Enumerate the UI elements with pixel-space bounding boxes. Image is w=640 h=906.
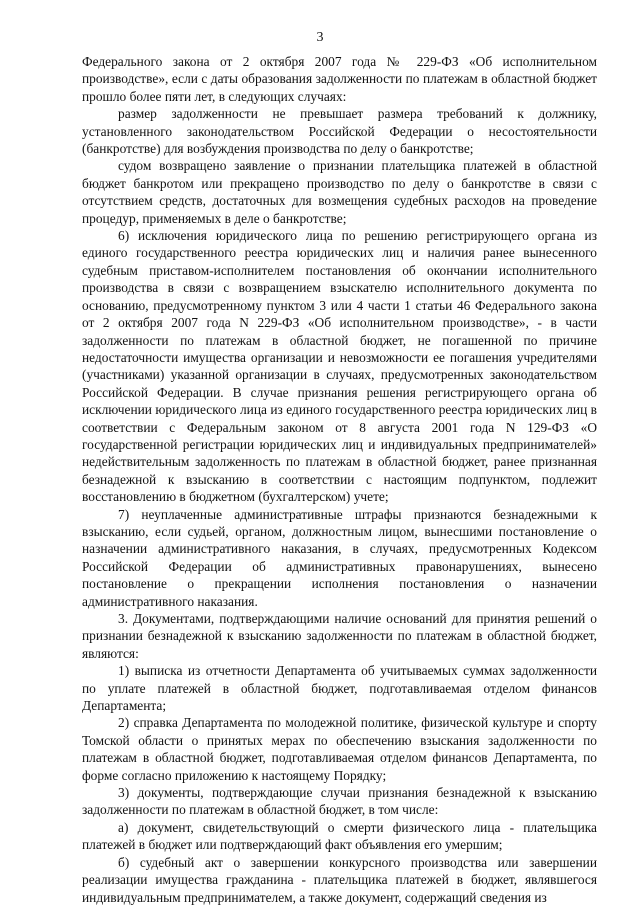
paragraph-doc-3: 3) документы, подтверждающие случаи признания безнадежной к взысканию задолженности по платежам в областной бюджет, в том числе:	[82, 785, 597, 818]
paragraph-doc-3a: а) документ, свидетельствующий о смерти физического лица - плательщика платежей в бюджет или подтверждающий факт объявления его умершим;	[82, 819, 597, 853]
paragraph-section-3: 3. Документами, подтверждающими наличие оснований для принятия решений о признании безнадежной к взысканию задолженности по платежам в областной бюджет, являются:	[82, 611, 597, 661]
paragraph-debt-size: размер задолженности не превышает размера требований к должнику, установленного законодательством Российской Федерации о несостоятельности (банкротстве) для возбуждения производства по делу о банкротстве;	[82, 106, 597, 157]
paragraph-item-7: 7) неуплаченные административные штрафы признаются безнадежными к взысканию, если судьей, органом, должностным лицом, вынесшими постановление о назначении административного наказания, в случаях, предусмотренных Кодексом Российской Федерации об административных правонарушениях, вынесено постановление о прекращении исполнения постановления о назначении административного наказания.	[82, 506, 597, 609]
paragraph-continuation: Федерального закона от 2 октября 2007 года № 229-ФЗ «Об исполнительном производстве», если с даты образования задолженности по платежам в областной бюджет прошло более пяти лет, в следующих случаях:	[82, 54, 597, 104]
paragraph-court-returned: судом возвращено заявление о признании плательщика платежей в областной бюджет банкротом или прекращено производство по делу о банкротстве в связи с отсутствием средств, достаточных для возмещения судебных расходов на проведение процедур, применяемых в деле о банкротстве;	[82, 158, 597, 226]
page-number: 3	[316, 30, 324, 45]
paragraph-item-6: 6) исключения юридического лица по решению регистрирующего органа из единого государственного реестра юридических лиц и наличия ранее вынесенного судебным приставом-исполнителем постановления об окончании исполнительного производства в связи с возвращением взыскателю исполнительного документа по основанию, предусмотренному пунктом 3 или 4 части 1 статьи 46 Федерального закона от 2 октября 2007 года N 229-ФЗ «Об исполнительном производстве», - в части задолженности по платежам в областной бюджет, не погашенной по причине недостаточности имущества организации и невозможности ее погашения учредителями (участниками) указанной организации в случаях, предусмотренных законодательством Российской Федерации. В случае признания решения регистрирующего органа об исключении юридического лица из единого государственного реестра юридических лиц в соответствии с Федеральным законом от 8 августа 2001 года N 129-ФЗ «О государственной регистрации юридических лиц и индивидуальных предпринимателей» недействительным задолженность по платежам в областной бюджет, ранее признанная безнадежной к взысканию в соответствии с настоящим подпунктом, подлежит восстановлению в бюджетном (бухгалтерском) учете;	[82, 228, 597, 505]
paragraph-doc-3b: б) судебный акт о завершении конкурсного производства или завершении реализации имущества гражданина - плательщика платежей в бюджет, являвшегося индивидуальным предпринимателем, а также документ, содержащий сведения из	[82, 854, 597, 905]
document-body	[82, 53, 597, 906]
paragraph-doc-1: 1) выписка из отчетности Департамента об учитываемых суммах задолженности по уплате платежей в областной бюджет, подготавливаемая отделом финансов Департамента;	[82, 663, 597, 714]
paragraph-doc-2: 2) справка Департамента по молодежной политике, физической культуре и спорту Томской области о принятых мерах по обеспечению взыскания задолженности по платежам в областной бюджет, подготавливаемая отделом финансов Департамента, по форме согласно приложению к настоящему Порядку;	[82, 715, 597, 783]
